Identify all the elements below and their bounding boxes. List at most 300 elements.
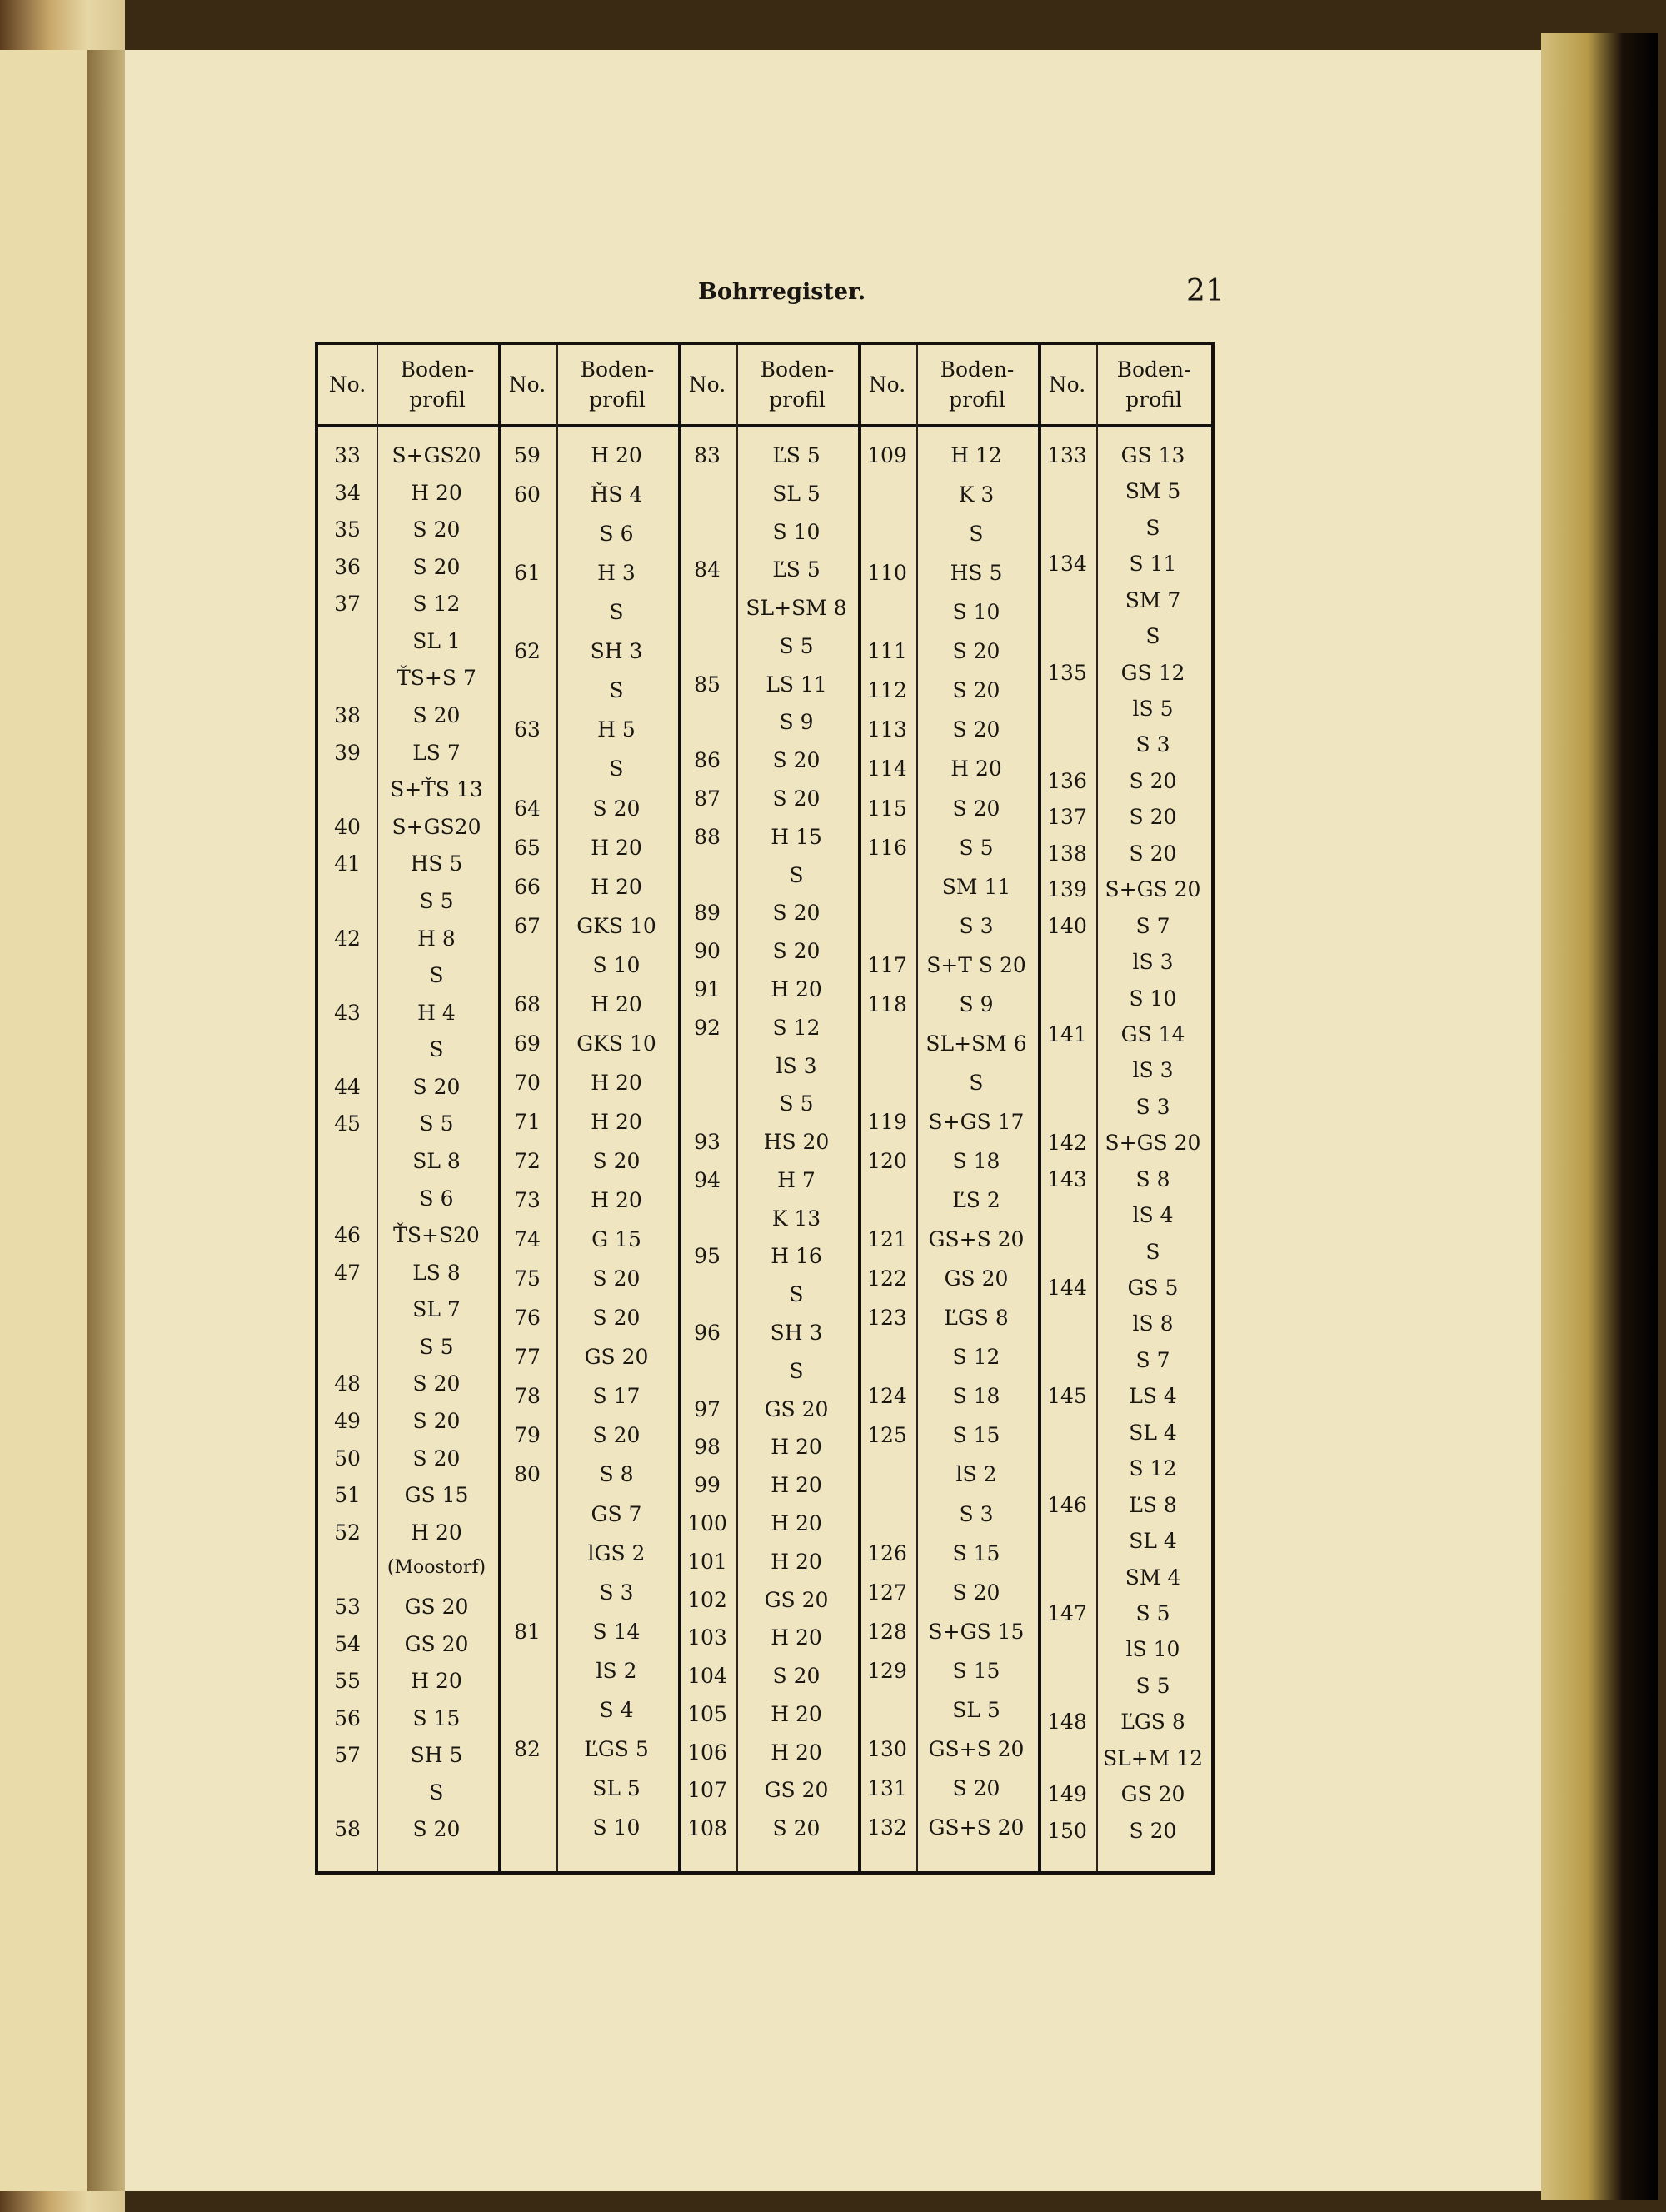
soil-profile-layer: HS 20	[763, 1130, 830, 1155]
boring-number: 134	[1047, 552, 1087, 577]
boring-number: 67	[514, 913, 541, 938]
soil-profile-layer: GS 20	[584, 1345, 649, 1370]
boring-number: 146	[1047, 1492, 1087, 1517]
soil-profile-layer: GS+S 20	[928, 1815, 1025, 1840]
boring-number: 33	[334, 443, 361, 467]
boring-number: 150	[1047, 1818, 1087, 1843]
boring-number: 58	[334, 1817, 361, 1842]
soil-profile-layer: S 17	[592, 1384, 641, 1409]
page-number: 21	[1186, 274, 1225, 308]
boring-number: 147	[1047, 1600, 1087, 1625]
soil-profile-layer: ȞS 4	[590, 482, 643, 507]
boring-number: 135	[1047, 660, 1087, 685]
boring-number: 108	[687, 1816, 727, 1841]
no-header: No.	[1048, 372, 1086, 397]
soil-profile-layer: GS 5	[1127, 1276, 1179, 1301]
soil-profile-layer: S 3	[959, 913, 994, 938]
soil-profile-layer: S 20	[592, 1149, 641, 1173]
soil-profile-layer: GS 20	[1120, 1782, 1185, 1807]
soil-profile-layer: S	[789, 1358, 804, 1383]
boring-number: 85	[694, 672, 721, 697]
boring-number: 114	[867, 756, 907, 781]
soil-profile-layer: lS 3	[1132, 1058, 1174, 1083]
boring-number: 129	[867, 1658, 907, 1683]
soil-profile-layer: S 20	[412, 703, 461, 728]
soil-profile-layer: S 6	[599, 522, 634, 547]
boring-number: 96	[694, 1321, 721, 1346]
soil-profile-layer: H 7	[777, 1167, 816, 1192]
profile-header: Boden- profil	[1116, 357, 1191, 412]
soil-profile-layer: ĽGS 5	[584, 1736, 649, 1761]
soil-profile-layer: H 20	[591, 1109, 642, 1134]
soil-profile-layer: S 5	[419, 888, 454, 913]
boring-number: 116	[867, 835, 907, 860]
soil-profile-layer: lS 8	[1132, 1311, 1174, 1336]
soil-profile-layer: S 9	[779, 710, 814, 735]
soil-profile-layer: S 7	[1135, 1347, 1170, 1372]
soil-profile-layer: S 15	[952, 1658, 1000, 1683]
soil-profile-layer: S 20	[952, 639, 1000, 664]
soil-profile-layer: S 12	[1129, 1456, 1177, 1481]
boring-number: 74	[514, 1227, 541, 1252]
soil-profile-layer: lS 2	[955, 1462, 997, 1487]
boring-number: 38	[334, 703, 361, 728]
soil-profile-layer: S 20	[952, 678, 1000, 703]
soil-profile-layer: ĽS 8	[1129, 1492, 1177, 1517]
boring-number: 70	[514, 1070, 541, 1095]
soil-profile-layer: S	[789, 862, 804, 887]
soil-profile-layer: GS 20	[764, 1778, 829, 1803]
no-header: No.	[328, 372, 367, 397]
soil-profile-layer: S 3	[1135, 1094, 1170, 1119]
soil-profile-layer: S 14	[592, 1619, 641, 1644]
soil-profile-layer: S	[429, 963, 444, 988]
boring-number: 86	[694, 748, 721, 773]
soil-profile-layer: S 5	[1135, 1673, 1170, 1698]
boring-number: 45	[334, 1111, 361, 1136]
soil-profile-layer: S 11	[1129, 552, 1177, 577]
boring-number: 47	[334, 1260, 361, 1285]
soil-profile-layer: S 20	[1129, 1818, 1177, 1843]
soil-profile-layer: SL 5	[592, 1775, 641, 1800]
soil-profile-layer: S 20	[592, 1423, 641, 1448]
boring-number: 127	[867, 1580, 907, 1605]
soil-profile-layer: H 20	[771, 1625, 822, 1650]
boring-number: 103	[687, 1625, 727, 1650]
soil-profile-layer: S 12	[952, 1345, 1000, 1370]
boring-number: 113	[867, 717, 907, 742]
soil-profile-layer: ĽGS 8	[1120, 1710, 1185, 1735]
boring-number: 140	[1047, 913, 1087, 938]
boring-number: 82	[514, 1736, 541, 1761]
soil-profile-layer: SM 7	[1125, 587, 1181, 612]
boring-number: 120	[867, 1149, 907, 1173]
soil-profile-layer: SM 11	[941, 874, 1011, 899]
boring-number: 55	[334, 1669, 361, 1694]
soil-profile-layer: ĽS 5	[772, 557, 821, 582]
boring-number: 100	[687, 1510, 727, 1535]
boring-number: 46	[334, 1223, 361, 1248]
soil-profile-layer: S+GS 20	[1105, 1131, 1201, 1156]
soil-profile-layer: S	[429, 1780, 444, 1805]
soil-profile-layer: GS+S 20	[928, 1227, 1025, 1252]
soil-profile-layer: S 20	[412, 1074, 461, 1099]
soil-profile-layer: GKS 10	[576, 1031, 656, 1056]
boring-number: 39	[334, 740, 361, 765]
soil-profile-layer: H 20	[411, 480, 462, 505]
soil-profile-layer: S 12	[772, 1015, 821, 1040]
soil-profile-layer: S	[969, 522, 984, 547]
soil-profile-layer: ŤS+S 7	[397, 666, 476, 691]
soil-profile-layer: S	[789, 1282, 804, 1307]
soil-profile-layer: S 20	[412, 517, 461, 542]
soil-profile-layer: S 18	[952, 1384, 1000, 1409]
boring-number: 126	[867, 1540, 907, 1565]
soil-profile-layer: S 20	[1129, 841, 1177, 866]
boring-number: 77	[514, 1345, 541, 1370]
soil-profile-layer: S 20	[952, 1775, 1000, 1800]
soil-profile-layer: S 20	[592, 1266, 641, 1291]
boring-number: 56	[334, 1705, 361, 1730]
boring-number: 57	[334, 1743, 361, 1768]
boring-number: 138	[1047, 841, 1087, 866]
soil-profile-layer: S 4	[599, 1697, 634, 1722]
soil-profile-layer: S 20	[772, 1816, 821, 1841]
boring-number: 41	[334, 851, 361, 876]
soil-profile-layer: S+T S 20	[926, 952, 1026, 977]
boring-number: 118	[867, 991, 907, 1016]
boring-number: 98	[694, 1435, 721, 1460]
soil-profile-layer: S	[609, 678, 624, 703]
boring-number: 68	[514, 991, 541, 1016]
book-edge	[1541, 33, 1658, 2200]
boring-number: 132	[867, 1815, 907, 1840]
soil-profile-layer: S 12	[412, 592, 461, 617]
boring-number: 91	[694, 976, 721, 1001]
soil-profile-layer: S 3	[959, 1501, 994, 1526]
soil-profile-layer: H 20	[591, 443, 642, 467]
soil-profile-layer: lS 3	[1132, 950, 1174, 975]
soil-profile-layer: S 20	[412, 1371, 461, 1396]
boring-number: 133	[1047, 443, 1087, 467]
profile-header: Boden- profil	[940, 357, 1015, 412]
soil-profile-layer: S 20	[412, 1817, 461, 1842]
soil-profile-layer: K 13	[771, 1206, 821, 1231]
soil-profile-layer: H 4	[417, 1000, 456, 1025]
no-header: No.	[508, 372, 546, 397]
boring-number: 105	[687, 1701, 727, 1726]
soil-profile-layer: S	[1145, 1239, 1160, 1264]
soil-profile-layer: LS 11	[766, 672, 827, 697]
boring-number: 83	[694, 443, 721, 467]
soil-profile-layer: GS 13	[1120, 443, 1185, 467]
soil-profile-layer: S+GS20	[392, 443, 481, 467]
boring-number: 112	[867, 678, 907, 703]
soil-profile-layer: S+ŤS 13	[390, 777, 483, 802]
soil-profile-layer: S 10	[1129, 986, 1177, 1011]
boring-number: 72	[514, 1149, 541, 1173]
boring-number: 81	[514, 1619, 541, 1644]
soil-profile-layer: S 18	[952, 1149, 1000, 1173]
soil-profile-layer: lGS 2	[587, 1540, 646, 1565]
soil-profile-layer: ĽGS 8	[944, 1306, 1009, 1331]
boring-number: 61	[514, 561, 541, 586]
boring-number: 62	[514, 639, 541, 664]
soil-profile-layer: H 20	[771, 1510, 822, 1535]
soil-profile-layer: H 20	[591, 991, 642, 1016]
soil-profile-layer: S 3	[599, 1580, 634, 1605]
boring-number: 79	[514, 1423, 541, 1448]
soil-profile-layer: S+GS 20	[1105, 877, 1201, 902]
bohrregister-table	[315, 342, 1215, 1875]
soil-profile-layer: S	[609, 600, 624, 625]
soil-profile-layer: H 20	[411, 1520, 462, 1545]
soil-profile-layer: S 6	[419, 1186, 454, 1211]
soil-profile-layer: S 10	[772, 519, 821, 544]
boring-number: 52	[334, 1520, 361, 1545]
no-header: No.	[688, 372, 726, 397]
soil-profile-layer: H 20	[411, 1669, 462, 1694]
soil-profile-layer: SL+M 12	[1102, 1745, 1204, 1770]
boring-number: 111	[867, 639, 907, 664]
soil-profile-layer: LS 7	[412, 740, 461, 765]
soil-profile-layer: lS 5	[1132, 697, 1174, 722]
soil-profile-layer: S 20	[772, 939, 821, 964]
soil-profile-layer: H 20	[591, 1070, 642, 1095]
soil-profile-layer: S 20	[412, 1446, 461, 1471]
boring-number: 130	[867, 1736, 907, 1761]
soil-profile-layer: S 15	[412, 1705, 461, 1730]
previous-page-edge	[0, 50, 96, 2191]
boring-number: 43	[334, 1000, 361, 1025]
soil-profile-layer: S	[609, 756, 624, 781]
boring-number: 37	[334, 592, 361, 617]
soil-profile-layer: S 5	[419, 1334, 454, 1359]
soil-profile-layer: S	[429, 1037, 444, 1062]
soil-profile-layer: S 20	[412, 1409, 461, 1434]
soil-profile-layer: H 20	[591, 874, 642, 899]
soil-profile-layer: S 7	[1135, 913, 1170, 938]
soil-profile-layer: SL 5	[772, 481, 821, 506]
soil-profile-layer: LS 4	[1129, 1384, 1177, 1409]
boring-number: 142	[1047, 1131, 1087, 1156]
boring-number: 36	[334, 554, 361, 579]
boring-number: 128	[867, 1619, 907, 1644]
soil-profile-layer: S 20	[1129, 768, 1177, 793]
soil-profile-layer: S 20	[952, 717, 1000, 742]
boring-number: 102	[687, 1587, 727, 1612]
soil-profile-layer: HS 5	[410, 851, 463, 876]
soil-profile-layer: S	[1145, 515, 1160, 540]
boring-number: 125	[867, 1423, 907, 1448]
soil-profile-layer: S 20	[772, 748, 821, 773]
soil-profile-layer: S 8	[1135, 1166, 1170, 1191]
soil-profile-layer: S 5	[959, 835, 994, 860]
boring-number: 78	[514, 1384, 541, 1409]
soil-profile-layer: GS 7	[591, 1501, 642, 1526]
soil-profile-layer: ŤS+S20	[393, 1223, 480, 1248]
soil-profile-layer: H 20	[771, 976, 822, 1001]
boring-number: 123	[867, 1306, 907, 1331]
boring-number: 121	[867, 1227, 907, 1252]
soil-profile-layer: S 20	[952, 1580, 1000, 1605]
boring-number: 63	[514, 717, 541, 742]
soil-profile-layer: S+GS 15	[928, 1619, 1025, 1644]
boring-number: 115	[867, 796, 907, 821]
soil-profile-layer: H 16	[771, 1244, 822, 1269]
boring-number: 148	[1047, 1710, 1087, 1735]
profile-header: Boden- profil	[760, 357, 835, 412]
boring-number: 137	[1047, 805, 1087, 830]
boring-number: 139	[1047, 877, 1087, 902]
soil-profile-layer: H 5	[597, 717, 636, 742]
soil-profile-layer: lS 4	[1132, 1203, 1174, 1228]
soil-profile-layer: S 15	[952, 1423, 1000, 1448]
soil-profile-layer: lS 10	[1125, 1637, 1180, 1662]
soil-profile-layer: GS 20	[404, 1631, 469, 1656]
soil-profile-layer: S	[1145, 624, 1160, 649]
boring-number: 94	[694, 1167, 721, 1192]
soil-profile-layer: SM 5	[1125, 479, 1181, 504]
soil-profile-layer: SL 1	[412, 628, 461, 653]
soil-profile-layer: S 15	[952, 1540, 1000, 1565]
boring-number: 71	[514, 1109, 541, 1134]
boring-number: 109	[867, 443, 907, 467]
boring-number: 59	[514, 443, 541, 467]
boring-number: 48	[334, 1371, 361, 1396]
soil-profile-layer: SL 5	[952, 1697, 1000, 1722]
boring-number: 131	[867, 1775, 907, 1800]
soil-profile-layer: S 5	[779, 633, 814, 658]
boring-number: 90	[694, 939, 721, 964]
soil-profile-layer: lS 2	[596, 1658, 637, 1683]
boring-number: 95	[694, 1244, 721, 1269]
boring-number: 53	[334, 1594, 361, 1619]
soil-profile-layer: S 9	[959, 991, 994, 1016]
page-gutter	[87, 50, 129, 2191]
soil-profile-layer: S 20	[772, 901, 821, 926]
soil-profile-layer: GS 20	[764, 1396, 829, 1421]
soil-profile-layer: ĽS 5	[772, 443, 821, 467]
soil-profile-layer: H 12	[950, 443, 1002, 467]
boring-number: 143	[1047, 1166, 1087, 1191]
profile-header: Boden- profil	[400, 357, 475, 412]
boring-number: 42	[334, 926, 361, 951]
boring-number: 44	[334, 1074, 361, 1099]
soil-profile-layer: lS 3	[776, 1053, 817, 1078]
boring-number: 89	[694, 901, 721, 926]
soil-profile-layer: H 20	[771, 1701, 822, 1726]
boring-number: 145	[1047, 1384, 1087, 1409]
soil-profile-layer: S 20	[592, 796, 641, 821]
boring-number: 107	[687, 1778, 727, 1803]
running-header	[0, 274, 1666, 321]
boring-number: 80	[514, 1462, 541, 1487]
soil-profile-layer: (Moostorf)	[387, 1557, 486, 1579]
boring-number: 69	[514, 1031, 541, 1056]
boring-number: 124	[867, 1384, 907, 1409]
boring-number: 141	[1047, 1021, 1087, 1046]
soil-profile-layer: SL+SM 8	[746, 596, 847, 621]
soil-profile-layer: S 5	[779, 1091, 814, 1116]
boring-number: 104	[687, 1664, 727, 1689]
boring-number: 101	[687, 1549, 727, 1574]
boring-number: 149	[1047, 1782, 1087, 1807]
boring-number: 136	[1047, 768, 1087, 793]
boring-number: 88	[694, 824, 721, 849]
profile-header: Boden- profil	[580, 357, 655, 412]
soil-profile-layer: SH 3	[770, 1321, 823, 1346]
boring-number: 66	[514, 874, 541, 899]
soil-profile-layer: GS 20	[404, 1594, 469, 1619]
boring-number: 49	[334, 1409, 361, 1434]
soil-profile-layer: K 3	[958, 482, 995, 507]
soil-profile-layer: LS 8	[412, 1260, 461, 1285]
soil-profile-layer: H 20	[591, 835, 642, 860]
boring-number: 119	[867, 1109, 907, 1134]
soil-profile-layer: S 5	[1135, 1600, 1170, 1625]
soil-profile-layer: GKS 10	[576, 913, 656, 938]
soil-profile-layer: GS 12	[1120, 660, 1185, 685]
boring-number: 40	[334, 814, 361, 839]
boring-number: 93	[694, 1130, 721, 1155]
boring-number: 110	[867, 561, 907, 586]
boring-number: 51	[334, 1483, 361, 1508]
boring-number: 106	[687, 1740, 727, 1765]
soil-profile-layer: GS 14	[1120, 1021, 1185, 1046]
soil-profile-layer: SH 3	[590, 639, 643, 664]
boring-number: 73	[514, 1188, 541, 1213]
soil-profile-layer: GS 15	[404, 1483, 469, 1508]
soil-profile-layer: GS+S 20	[928, 1736, 1025, 1761]
soil-profile-layer: SL 8	[412, 1149, 461, 1173]
boring-number: 84	[694, 557, 721, 582]
soil-profile-layer: S 20	[772, 1664, 821, 1689]
boring-number: 35	[334, 517, 361, 542]
boring-number: 75	[514, 1266, 541, 1291]
soil-profile-layer: H 20	[771, 1473, 822, 1498]
boring-number: 97	[694, 1396, 721, 1421]
soil-profile-layer: S 5	[419, 1111, 454, 1136]
boring-number: 76	[514, 1306, 541, 1331]
boring-number: 122	[867, 1266, 907, 1291]
soil-profile-layer: H 20	[950, 756, 1002, 781]
soil-profile-layer: SL 7	[412, 1297, 461, 1322]
soil-profile-layer: SH 5	[410, 1743, 463, 1768]
soil-profile-layer: S 8	[599, 1462, 634, 1487]
soil-profile-layer: S+GS20	[392, 814, 481, 839]
soil-profile-layer: H 20	[771, 1435, 822, 1460]
soil-profile-layer: H 15	[771, 824, 822, 849]
soil-profile-layer: SM 4	[1125, 1565, 1181, 1590]
boring-number: 50	[334, 1446, 361, 1471]
soil-profile-layer: S 20	[1129, 805, 1177, 830]
soil-profile-layer: GS 20	[764, 1587, 829, 1612]
soil-profile-layer: H 8	[417, 926, 456, 951]
soil-profile-layer: H 20	[771, 1740, 822, 1765]
soil-profile-layer: S 20	[592, 1306, 641, 1331]
soil-profile-layer: S 3	[1135, 732, 1170, 757]
soil-profile-layer: S 20	[772, 786, 821, 811]
soil-profile-layer: SL 4	[1129, 1529, 1177, 1554]
boring-number: 99	[694, 1473, 721, 1498]
boring-number: 64	[514, 796, 541, 821]
soil-profile-layer: H 20	[591, 1188, 642, 1213]
soil-profile-layer: S 20	[412, 554, 461, 579]
soil-profile-layer: S	[969, 1070, 984, 1095]
boring-number: 34	[334, 480, 361, 505]
soil-profile-layer: S 10	[592, 1815, 641, 1840]
